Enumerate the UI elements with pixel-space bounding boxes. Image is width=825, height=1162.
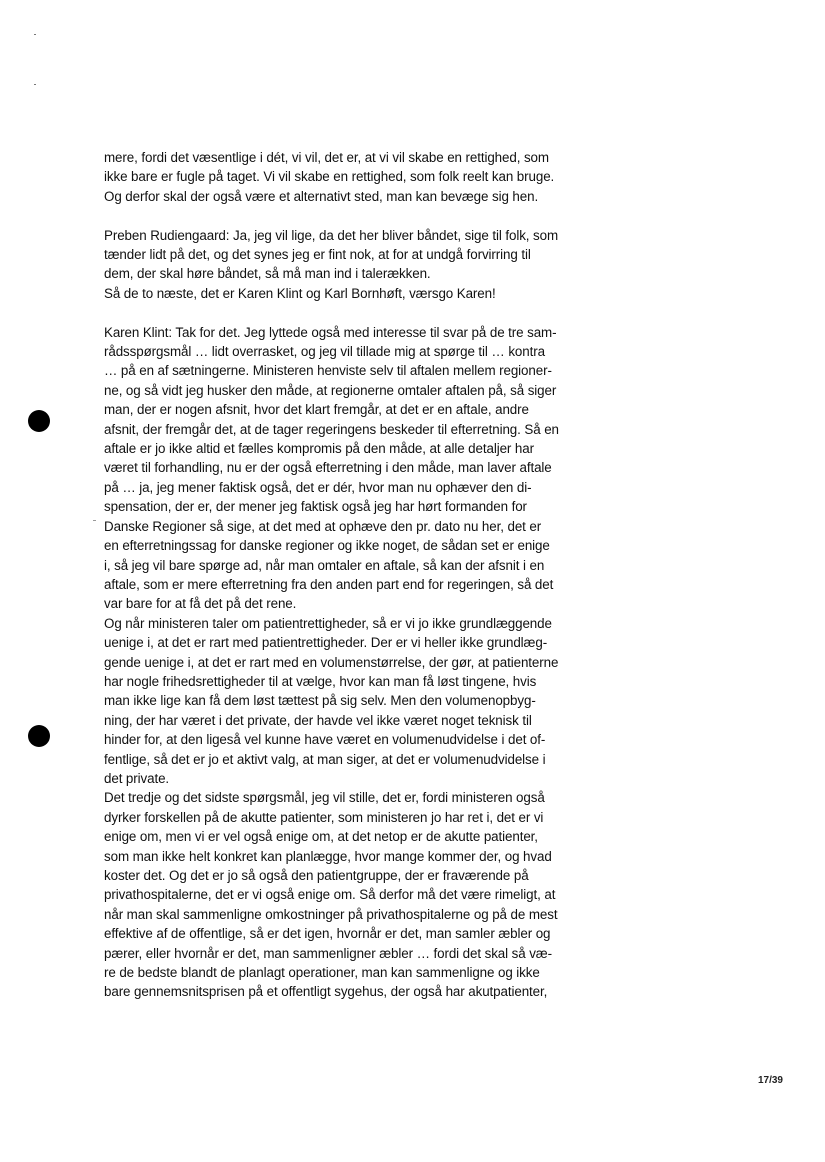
text-line: dyrker forskellen på de akutte patienter, som ministeren jo har ret i, det er vi — [104, 809, 544, 825]
text-line: tænder lidt på det, og det synes jeg er fint nok, at for at undgå forvirring til — [104, 247, 531, 263]
text-line: … på en af sætningerne. Ministeren henviste selv til aftalen mellem regioner- — [104, 363, 552, 379]
text-line: man ikke lige kan få dem løst tættest på sig selv. Men den volumenopbyg- — [104, 693, 536, 709]
text-line: hinder for, at den ligeså vel kunne have været en volumenudvidelse i det of- — [104, 732, 546, 748]
text-line: privathospitalerne, det er vi også enige om. Så derfor må det være rimeligt, at — [104, 887, 556, 903]
text-line: koster det. Og det er jo så også den patientgruppe, der er fraværende på — [104, 868, 529, 883]
text-line: Og derfor skal der også være et alternativt sted, man kan bevæge sig hen. — [104, 188, 539, 204]
paragraph-3 — [104, 323, 594, 1002]
scan-speck — [34, 34, 36, 35]
text-line: Danske Regioner så sige, at det med at ophæve den pr. dato nu her, det er — [104, 518, 542, 534]
page-number: 17/39 — [757, 1075, 783, 1086]
paragraph-gap — [104, 206, 594, 225]
paragraph-2 — [104, 226, 594, 304]
text-line: aftale er jo ikke altid et fælles kompromis på den måde, at alle detaljer har — [104, 441, 534, 457]
text-line: været til forhandling, nu er der også efterretning i den måde, man laver aftale — [104, 460, 552, 476]
transcript-body — [104, 148, 594, 1002]
text-line: Så de to næste, det er Karen Klint og Karl Bornhøft, værsgo Karen! — [104, 285, 496, 301]
text-line: ning, der har været i det private, der havde vel ikke været noget teknisk til — [104, 712, 532, 728]
scan-speck — [93, 520, 96, 521]
text-line: effektive af de offentlige, så er det igen, hvornår er det, man samler æbler og — [104, 926, 551, 942]
text-line: i, så jeg vil bare spørge ad, når man omtaler en aftale, så kan der afsnit i en — [104, 557, 545, 573]
text-line: bare gennemsnitsprisen på et offentligt sygehus, der også har akutpatienter, — [104, 984, 548, 1000]
text-line: fentlige, så det er jo et aktivt valg, at man siger, at det er volumenudvidelse i — [104, 751, 546, 767]
text-line: som man ikke helt konkret kan planlægge, hvor mange kommer der, og hvad — [104, 848, 552, 864]
text-line: aftale, som er mere efterretning fra den anden part end for regeringen, så det — [104, 576, 554, 592]
text-line: ikke bare er fugle på taget. Vi vil skabe en rettighed, som folk reelt kan bruge. — [104, 169, 555, 185]
text-line: Det tredje og det sidste spørgsmål, jeg vil stille, det er, fordi ministeren også — [104, 790, 545, 806]
text-line: spensation, der er, der mener jeg faktisk også jeg har hørt formanden for — [104, 499, 527, 515]
text-line: har nogle frihedsrettigheder til at vælge, hvor kan man få løst tingene, hvis — [104, 673, 537, 689]
paragraph-gap — [104, 303, 594, 322]
text-line: Karen Klint: Tak for det. Jeg lyttede også med interesse til svar på de tre sam- — [104, 324, 557, 340]
text-line: uenige i, at det er rart med patientrettigheder. Der er vi heller ikke grundlæg- — [104, 635, 548, 651]
paragraph-1 — [104, 148, 594, 206]
text-line: på … ja, jeg mener faktisk også, det er dér, hvor man nu ophæver den di- — [104, 479, 532, 495]
text-line: afsnit, der fremgår det, at de tager regeringens beskeder til efterretning. Så en — [104, 421, 559, 437]
text-line: rådsspørgsmål … lidt overrasket, og jeg vil tillade mig at spørge til … kontra — [104, 344, 545, 360]
text-line: Preben Rudiengaard: Ja, jeg vil lige, da det her bliver båndet, sige til folk, som — [104, 227, 559, 243]
text-line: ne, og så vidt jeg husker den måde, at regionerne omtaler aftalen på, så siger — [104, 382, 557, 398]
text-line: var bare for at få det på det rene. — [104, 596, 297, 612]
text-line: mere, fordi det væsentlige i dét, vi vil, det er, at vi vil skabe en rettighed, som — [104, 150, 549, 165]
text-line: enige om, men vi er vel også enige om, at det netop er de akutte patienter, — [104, 829, 538, 845]
text-line: det private. — [104, 770, 170, 786]
text-line: re de bedste blandt de planlagt operationer, man kan sammenligne og ikke — [104, 965, 540, 981]
punch-hole — [28, 410, 50, 432]
text-line: dem, der skal høre båndet, så må man ind i talerækken. — [104, 266, 431, 282]
text-line: man, der er nogen afsnit, hvor det klart fremgår, at det er en aftale, andre — [104, 402, 529, 418]
scan-speck — [34, 84, 36, 85]
text-line: når man skal sammenligne omkostninger på privathospitalerne og på de mest — [104, 906, 558, 922]
text-line: en efterretningssag for danske regioner og ikke noget, de sådan set er enige — [104, 538, 550, 554]
text-line: Og når ministeren taler om patientrettigheder, så er vi jo ikke grundlæggende — [104, 615, 552, 631]
text-line: pærer, eller hvornår er det, man sammenligner æbler … fordi det skal så væ- — [104, 945, 552, 961]
text-line: gende uenige i, at det er rart med en volumenstørrelse, der gør, at patienterne — [104, 654, 559, 670]
punch-hole — [28, 725, 50, 747]
